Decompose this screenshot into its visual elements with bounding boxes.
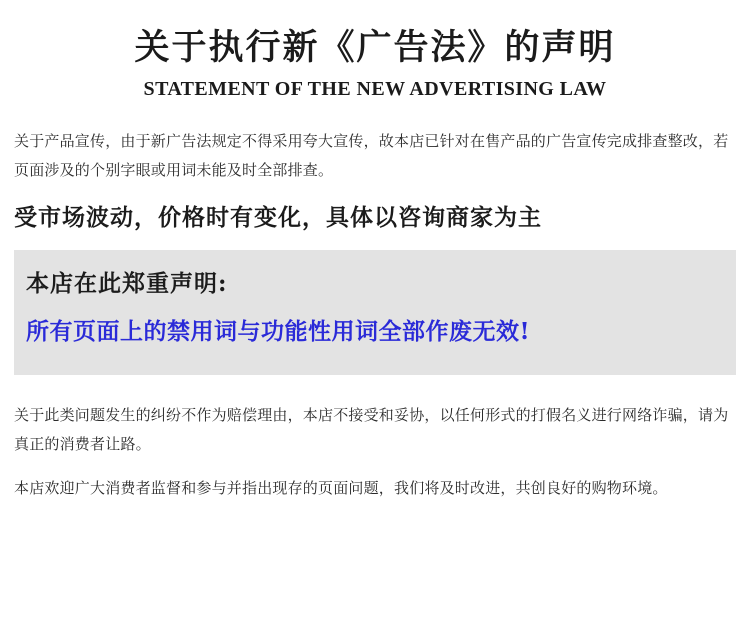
banned-words-notice: 所有页面上的禁用词与功能性用词全部作废无效!: [26, 317, 531, 345]
closing-paragraph: 本店欢迎广大消费者监督和参与并指出现存的页面问题，我们将及时改进，共创良好的购物环境。: [14, 478, 668, 497]
declaration-label: 本店在此郑重声明:: [26, 269, 228, 297]
dispute-paragraph: 关于此类问题发生的纠纷不作为赔偿理由，本店不接受和妥协，以任何形式的打假名义进行网络诈骗，请为真正的消费者让路。: [14, 406, 729, 454]
price-fluctuation-notice: 受市场波动，价格时有变化，具体以咨询商家为主: [14, 204, 542, 232]
page-title-chinese: 关于执行新《广告法》的声明: [134, 27, 616, 68]
declaration-block: [14, 250, 736, 375]
page-title-english: STATEMENT OF THE NEW ADVERTISING LAW: [143, 77, 607, 100]
intro-paragraph: 关于产品宣传，由于新广告法规定不得采用夸大宣传，故本店已针对在售产品的广告宣传完成排查整改，若页面涉及的个别字眼或用词未能及时全部排查。: [14, 131, 729, 179]
